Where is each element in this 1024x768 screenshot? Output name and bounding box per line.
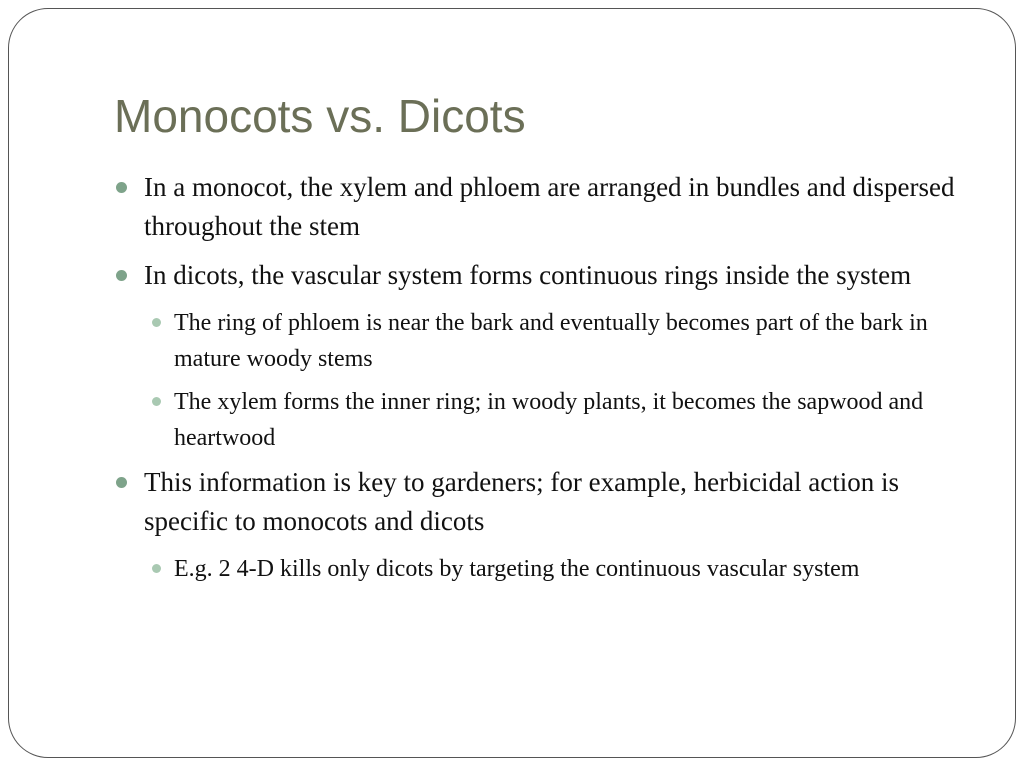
sub-bullet-text: The ring of phloem is near the bark and eventually becomes part of the bark in mature woody stems: [174, 310, 928, 372]
bullet-text: In dicots, the vascular system forms continuous rings inside the system: [144, 260, 912, 290]
bullet-text: In a monocot, the xylem and phloem are arranged in bundles and dispersed throughout the stem: [144, 172, 955, 241]
slide-title: Monocots vs. Dicots: [114, 90, 526, 142]
sub-bullet-item: [116, 551, 976, 587]
bullet-dot-icon: [116, 477, 127, 488]
bullet-dot-icon: [116, 270, 127, 281]
bullet-item: [116, 463, 976, 541]
sub-bullet-dot-icon: [152, 564, 161, 573]
sub-bullet-text: The xylem forms the inner ring; in woody plants, it becomes the sapwood and heartwood: [174, 389, 924, 451]
slide-content: [116, 168, 976, 594]
sub-bullet-item: [116, 384, 976, 456]
bullet-text: This information is key to gardeners; for example, herbicidal action is specific to monocots and dicots: [144, 467, 900, 536]
sub-bullet-dot-icon: [152, 318, 161, 327]
bullet-item: [116, 256, 976, 295]
sub-bullet-dot-icon: [152, 397, 161, 406]
bullet-dot-icon: [116, 182, 127, 193]
sub-bullet-text: E.g. 2 4-D kills only dicots by targeting the continuous vascular system: [174, 556, 860, 582]
bullet-item: [116, 168, 976, 246]
sub-bullet-item: [116, 305, 976, 377]
